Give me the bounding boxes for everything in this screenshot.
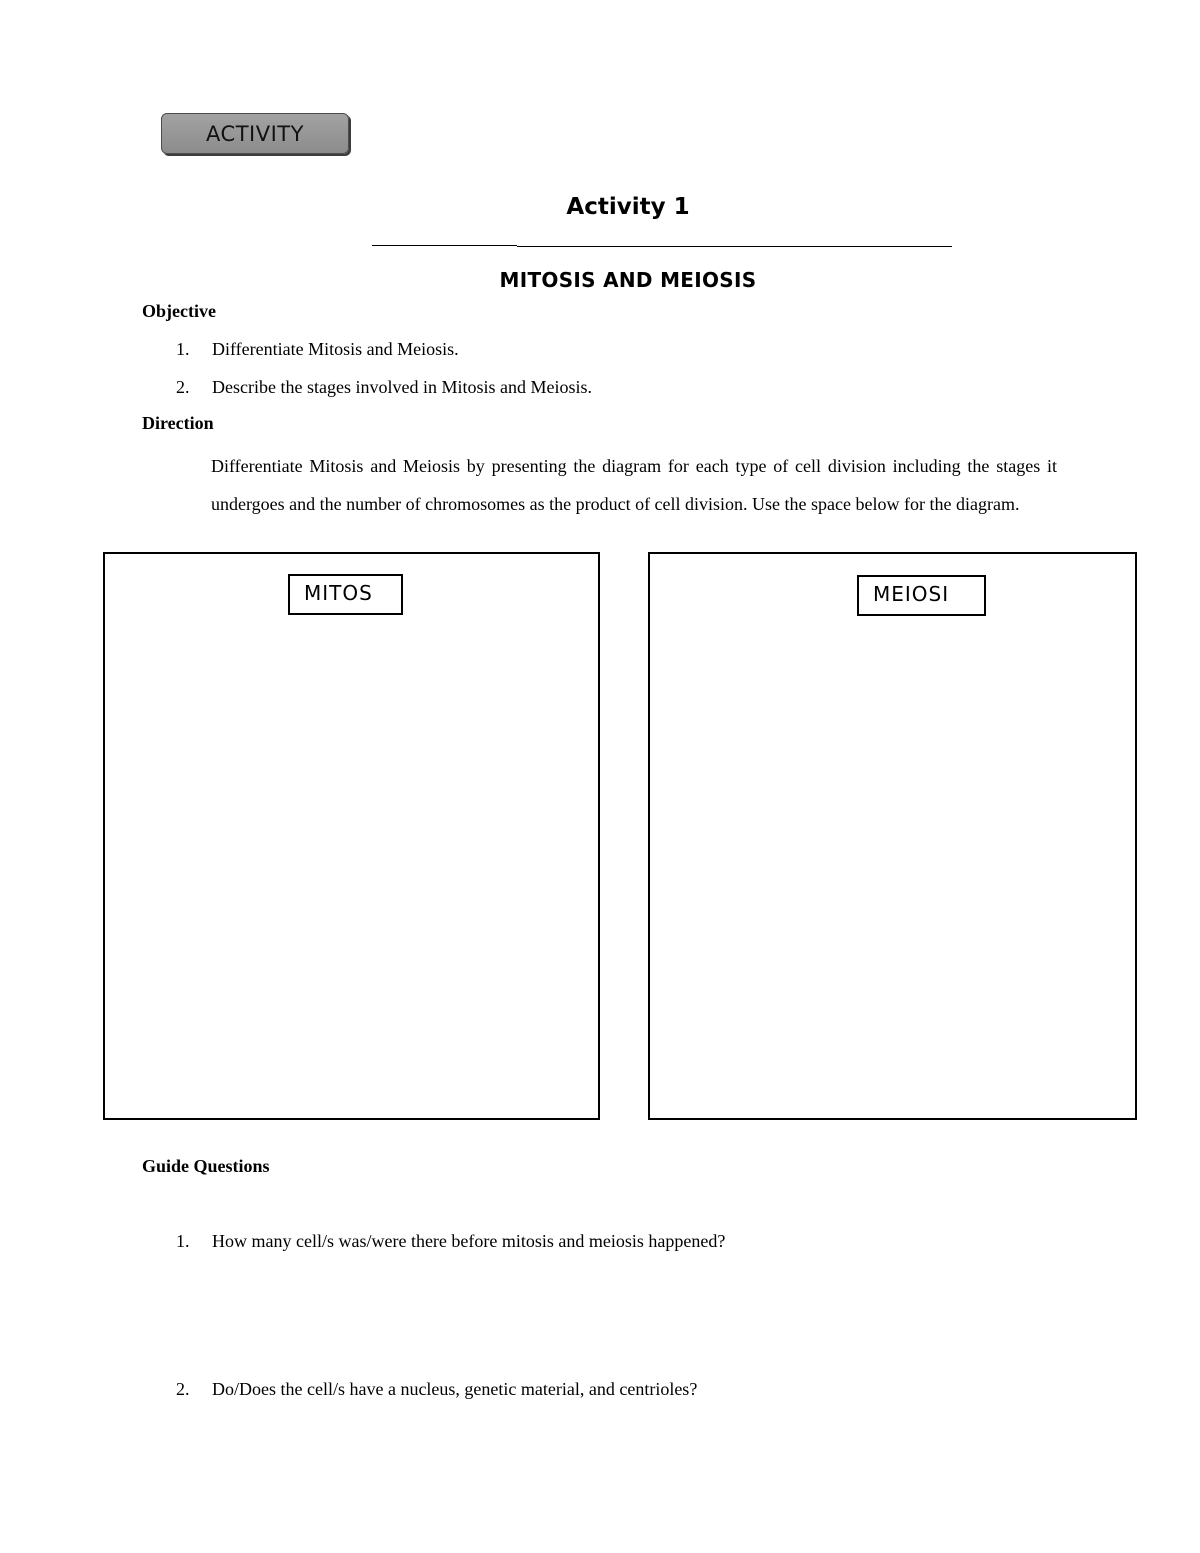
objective-number: 1. [176, 339, 190, 359]
question-text: How many cell/s was/were there before mitosis and meiosis happened? [212, 1231, 726, 1251]
page-subtitle: MITOSIS AND MEIOSIS [499, 268, 757, 292]
objective-heading: Objective [142, 301, 216, 321]
objective-item: Differentiate Mitosis and Meiosis. [212, 339, 459, 359]
meiosis-label: MEIOSI [857, 575, 986, 616]
direction-text: Differentiate Mitosis and Meiosis by presenting the diagram for each type of cell division including the stages it undergoes and the number of chromosomes as the product of cell division. Use the space below for the diagram. [211, 456, 1057, 514]
meiosis-diagram-box[interactable] [648, 552, 1137, 1120]
activity-badge: ACTIVITY [161, 113, 349, 154]
objective-item: Describe the stages involved in Mitosis and Meiosis. [212, 377, 592, 397]
mitosis-diagram-box[interactable] [103, 552, 600, 1120]
page-title: Activity 1 [566, 194, 690, 220]
objective-number: 2. [176, 377, 190, 397]
guide-questions-heading: Guide Questions [142, 1156, 270, 1176]
direction-heading: Direction [142, 413, 214, 433]
mitosis-label: MITOS [288, 574, 403, 615]
question-text: Do/Does the cell/s have a nucleus, genetic material, and centrioles? [212, 1379, 698, 1399]
title-rule-long [517, 246, 952, 247]
question-number: 2. [176, 1379, 190, 1399]
question-number: 1. [176, 1231, 190, 1251]
title-rule-short [372, 245, 517, 246]
